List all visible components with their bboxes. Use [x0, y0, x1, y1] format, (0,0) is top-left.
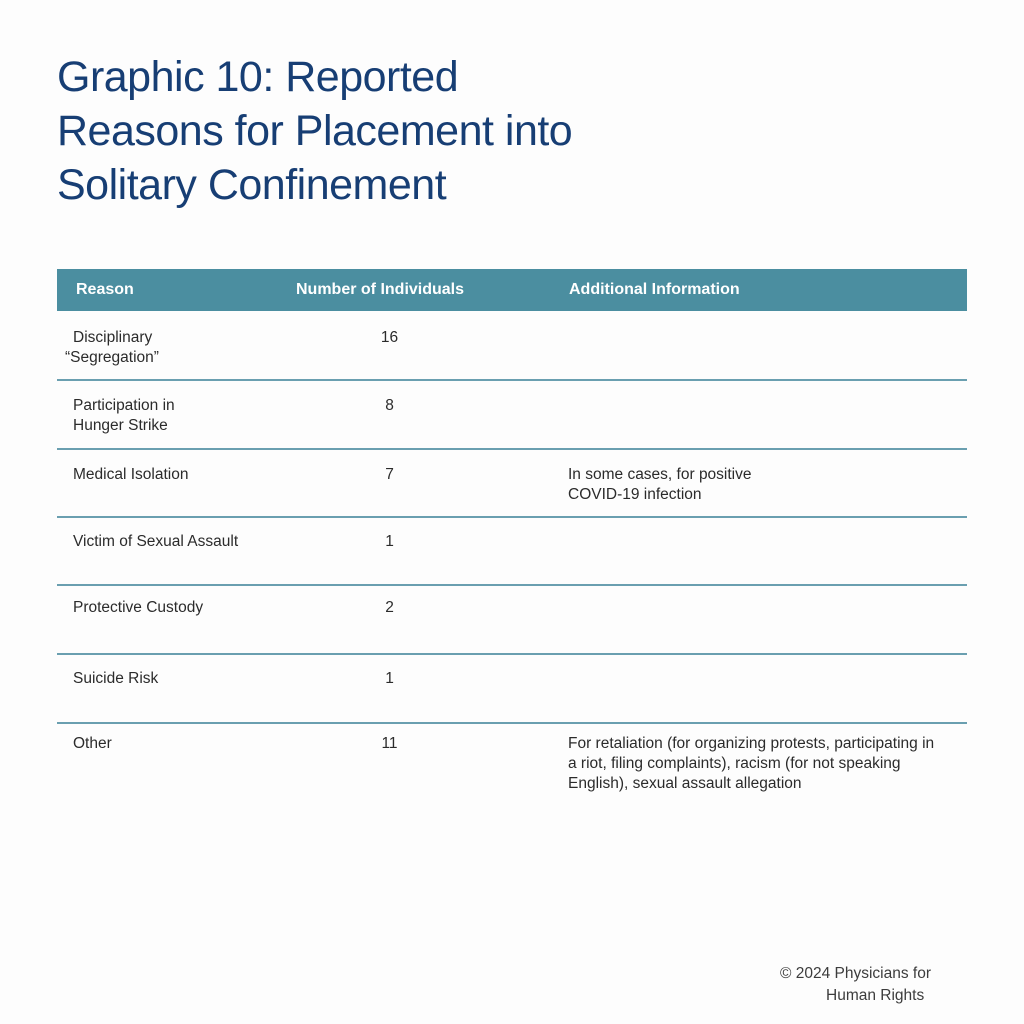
- reason-cell: [73, 465, 253, 485]
- page-title: [57, 50, 617, 212]
- reason-line-1: Disciplinary: [73, 329, 153, 346]
- header-reason: Reason: [76, 281, 134, 298]
- header-number-of-individuals: Number of Individuals: [296, 281, 465, 298]
- title-line-2: Reasons for Placement into: [57, 107, 573, 155]
- count-cell: 16: [380, 329, 399, 346]
- reason-line-1: Other: [73, 735, 112, 752]
- reason-cell: [65, 328, 253, 368]
- count-cell: 11: [381, 735, 398, 752]
- table-row: [57, 518, 967, 586]
- info-line-1: For retaliation (for organizing protests, participating in: [568, 735, 935, 752]
- count-cell: 7: [385, 466, 394, 483]
- table-header: [57, 269, 967, 311]
- title-line-1: Graphic 10: Reported: [57, 53, 459, 101]
- table-row: [57, 450, 967, 518]
- count-cell: 8: [385, 397, 394, 414]
- footer-line-1: © 2024 Physicians for: [780, 965, 931, 982]
- table-row: [57, 381, 967, 450]
- table-row: [57, 311, 967, 381]
- reason-line-1: Suicide Risk: [73, 670, 159, 687]
- reason-line-1: Victim of Sexual Assault: [73, 533, 239, 550]
- reason-cell: [73, 598, 253, 618]
- info-line-2: COVID-19 infection: [568, 486, 702, 503]
- info-line-2: a riot, filing complaints), racism (for not speaking: [568, 755, 901, 772]
- reason-line-1: Participation in: [73, 397, 175, 414]
- reasons-table: [57, 269, 967, 814]
- reason-line-1: Protective Custody: [73, 599, 204, 616]
- reason-line-1: Medical Isolation: [73, 466, 189, 483]
- info-line-3: English), sexual assault allegation: [568, 775, 802, 792]
- reason-line-2: “Segregation”: [65, 349, 159, 366]
- count-cell: 2: [385, 599, 394, 616]
- reason-cell: [73, 669, 253, 689]
- table-row: [57, 724, 967, 814]
- reason-cell: [73, 396, 253, 436]
- copyright-footer: [780, 963, 980, 1007]
- header-additional-information: Additional Information: [569, 281, 740, 298]
- footer-line-2: Human Rights: [826, 987, 925, 1004]
- reason-line-2: Hunger Strike: [73, 417, 168, 434]
- info-cell: [568, 465, 963, 505]
- count-cell: 1: [385, 533, 394, 550]
- table-row: [57, 655, 967, 724]
- reason-cell: [73, 532, 253, 552]
- title-line-3: Solitary Confinement: [57, 161, 447, 209]
- info-cell: [568, 734, 963, 794]
- reason-cell: [73, 734, 253, 754]
- count-cell: 1: [385, 670, 394, 687]
- info-line-1: In some cases, for positive: [568, 466, 752, 483]
- table-row: [57, 586, 967, 655]
